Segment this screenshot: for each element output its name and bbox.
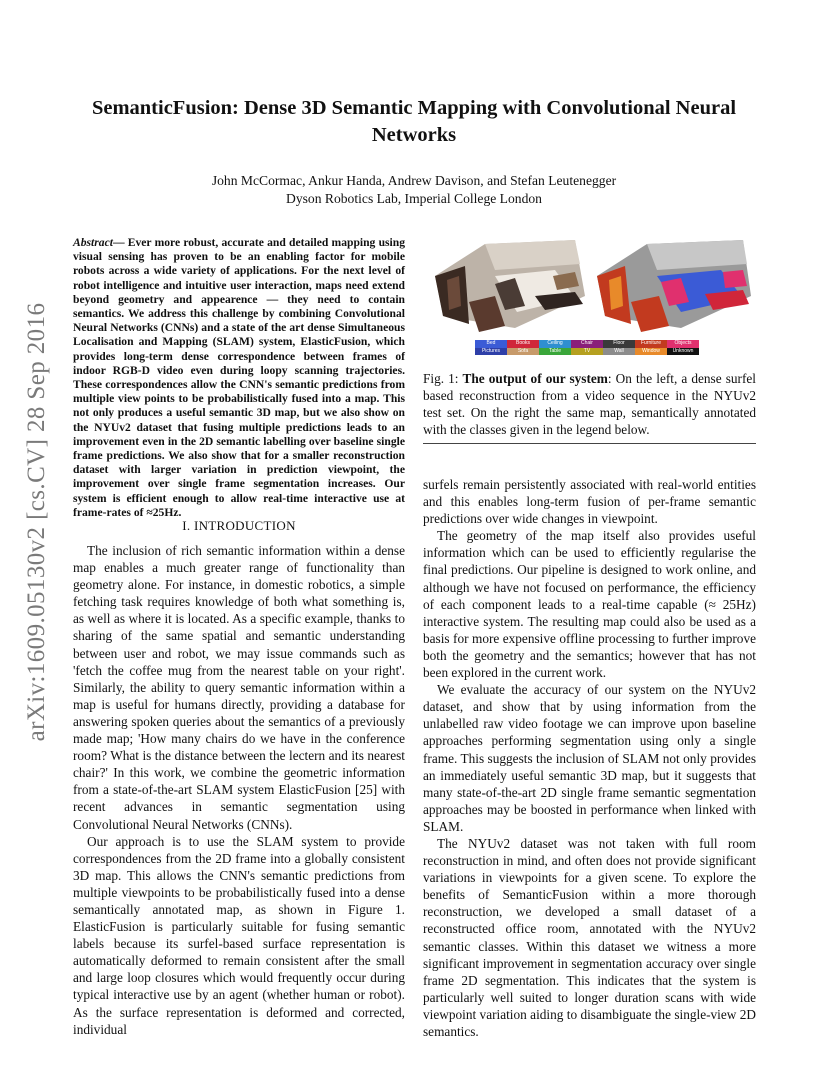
abstract-label: Abstract bbox=[73, 236, 113, 249]
paragraph: Our approach is to use the SLAM system to provide correspondences from the 2D frame into a globally consistent 3D map. This allows the CNN's semantic predictions from multiple viewpoints to be probabilistically fused into a dense semantically annotated map, as shown in Figure 1. ElasticFusion is particularly suitable for fusing semantic labels because its surfel-based surface representation is automatically deformed to remain consistent after the small and large loop closures which would frequently occur during typical interactive use by an agent (whether human or robot). As the surface representation is deformed and corrected, individual bbox=[73, 833, 405, 1037]
affiliation: Dyson Robotics Lab, Imperial College London bbox=[286, 191, 542, 206]
semantic-map-render bbox=[597, 240, 751, 332]
figure-1-image bbox=[425, 236, 756, 340]
legend-item: Chair bbox=[571, 340, 603, 348]
arxiv-stamp bbox=[22, 285, 52, 760]
paragraph: The geometry of the map itself also provides useful information which can be used to efficiently regularise the final predictions. Our pipeline is designed to work online, and although we have not focused on performance, the efficiency of each component leads to a real-time capable (≈ 25Hz) interactive system. The resulting map could also be used as a basis for more expensive offline processing to further improve both the geometry and the semantics; however that has not been explored in the current work. bbox=[423, 528, 756, 681]
authors: John McCormac, Ankur Handa, Andrew Davison, and Stefan Leutenegger bbox=[211, 173, 617, 188]
paragraph: We evaluate the accuracy of our system on the NYUv2 dataset, and show that by using information from the unlabelled raw video footage we can improve upon baseline approaches performing segmentation using only a single frame. This suggests the inclusion of SLAM not only provides an immediately useful semantic 3D map, but it suggests that many state-of-the-art 2D single frame semantic segmentation approaches may be boosted in performance when linked with SLAM. bbox=[423, 682, 756, 834]
legend-item: Table bbox=[539, 348, 571, 356]
legend-item: Wall bbox=[603, 348, 635, 356]
legend-item: Unknown bbox=[667, 348, 699, 356]
section-heading: I. INTRODUCTION bbox=[182, 518, 296, 533]
paragraph: The inclusion of rich semantic information within a dense map enables a much greater range of functionality than geometry alone. For instance, in domestic robotics, a simple fetching task requires knowledge of both what something is, as well as where it is located. As a specific example, thanks to sharing of the same spatial and semantic understanding between user and robot, we may issue commands such as 'fetch the coffee mug from the nearest table on your right'. Similarly, the ability to query semantic information within a map is useful for humans directly, providing a database for answering spoken queries about the semantics of a previously made map; 'How many chairs do we have in the conference room? What is the distance between the lectern and its nearest chair?' In this work, we combine the geometric information from a state-of-the-art SLAM system ElasticFusion [25] with recent advances in semantic segmentation using Convolutional Neural Networks (CNNs). bbox=[73, 543, 405, 832]
legend-item: Books bbox=[507, 340, 539, 348]
legend-item: Ceiling bbox=[539, 340, 571, 348]
left-column-body bbox=[73, 542, 405, 1038]
caption-prefix: Fig. 1: bbox=[423, 371, 463, 386]
legend-item: Objects bbox=[667, 340, 699, 348]
legend-item: Bed bbox=[475, 340, 507, 348]
figure-1 bbox=[425, 236, 756, 358]
legend-item: Sofa bbox=[507, 348, 539, 356]
right-column-body bbox=[423, 476, 756, 1040]
paragraph: surfels remain persistently associated with real-world entities and this enables long-term fusion of per-frame semantic predictions over wide changes in viewpoint. bbox=[423, 477, 756, 527]
figure-divider bbox=[423, 443, 756, 444]
legend-item: Furniture bbox=[635, 340, 667, 348]
legend-item: Floor bbox=[603, 340, 635, 348]
abstract bbox=[73, 236, 405, 520]
arxiv-stamp-text: arXiv:1609.05130v2 [cs.CV] 28 Sep 2016 bbox=[23, 302, 50, 742]
legend-item: Window bbox=[635, 348, 667, 356]
paragraph: The NYUv2 dataset was not taken with full room reconstruction in mind, and often does not provide significant variations in viewpoints for a given scene. To explore the benefits of SemanticFusion within a more thorough reconstruction, we developed a small dataset of a reconstructed office room, annotated with the NYUv2 semantic classes. Within this dataset we witness a more significant improvement in segmentation accuracy over single frame 2D segmentation. This indicates that the system is particularly well suited to longer duration scans with wide viewpoint variation aiding to disambiguate the single-view 2D semantics. bbox=[423, 835, 756, 1039]
caption-text: : On the left, a dense surfel based reconstruction from a video sequence in the NYUv2 test set. On the right the same map, semantically annotated with the classes given in the legend below. bbox=[423, 371, 756, 438]
legend-item: TV bbox=[571, 348, 603, 356]
figure-caption bbox=[423, 370, 756, 438]
abstract-text: — Ever more robust, accurate and detailed mapping using visual sensing has proven to be an enabling factor for mobile robots across a wide variety of applications. For the next level of robot intelligence and intuitive user interaction, maps need extend beyond geometry and appearence — they need to contain semantics. We address this challenge by combining Convolutional Neural Networks (CNNs) and a state of the art dense Simultaneous Localisation and Mapping (SLAM) system, ElasticFusion, which provides long-term dense correspondence between frames of indoor RGB-D video even during loopy scanning trajectories. These correspondences allow the CNN's semantic predictions from multiple view points to be probabilistically fused into a map. This not only produces a useful semantic 3D map, but we also show on the NYUv2 dataset that fusing multiple predictions leads to an improvement even in the 2D semantic labelling over baseline single frame predictions. We also show that for a smaller reconstruction dataset with larger variation in prediction viewpoint, the improvement over single frame segmentation increases. Our system is efficient enough to allow real-time interactive use at frame-rates of ≈25Hz. bbox=[73, 236, 405, 519]
figure-legend bbox=[475, 340, 699, 355]
author-block bbox=[60, 172, 768, 208]
reconstruction-render bbox=[435, 240, 585, 332]
legend-item: Pictures bbox=[475, 348, 507, 356]
caption-bold: The output of our system bbox=[462, 371, 608, 386]
paper-title: SemanticFusion: Dense 3D Semantic Mapping with Convolutional Neural Networks bbox=[91, 97, 737, 146]
